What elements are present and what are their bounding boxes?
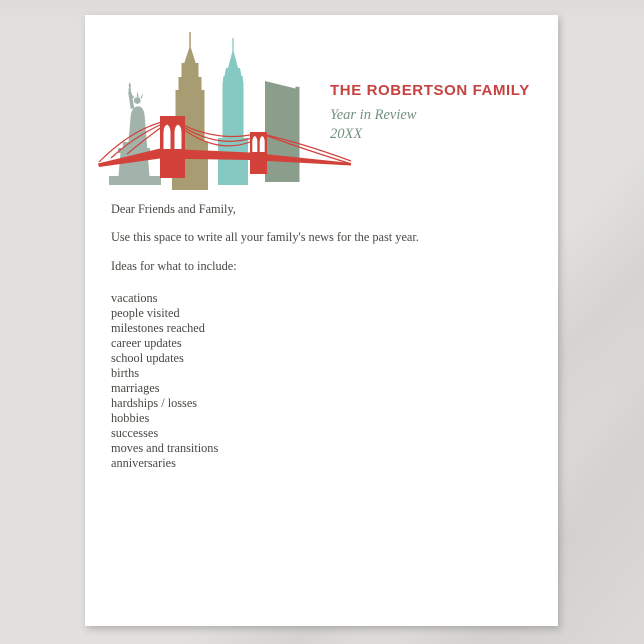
family-name-title: THE ROBERTSON FAMILY [330,82,530,99]
nyc-skyline-illustration [97,30,357,192]
idea-item: marriages [111,381,160,395]
idea-item: anniversaries [111,456,176,470]
idea-item: vacations [111,291,158,305]
letterhead-paper [85,15,558,626]
subtitle-year: 20XX [330,126,363,142]
salutation: Dear Friends and Family, [111,202,236,216]
ideas-list [111,291,531,471]
intro-line: Use this space to write all your family's news for the past year. [111,230,419,244]
idea-item: school updates [111,351,184,365]
idea-item: moves and transitions [111,441,219,455]
idea-item: career updates [111,336,182,350]
idea-item: births [111,366,140,380]
idea-item: hardships / losses [111,396,198,410]
letterhead-header [330,82,545,144]
idea-item: successes [111,426,159,440]
idea-item: people visited [111,306,180,320]
subtitle-year-in-review: Year in Review [330,107,417,123]
idea-item: milestones reached [111,321,205,335]
letter-body [111,203,531,471]
skyscraper-icon [265,81,300,182]
idea-item: hobbies [111,411,150,425]
ideas-heading: Ideas for what to include: [111,259,237,273]
chrysler-building-icon [218,38,248,185]
